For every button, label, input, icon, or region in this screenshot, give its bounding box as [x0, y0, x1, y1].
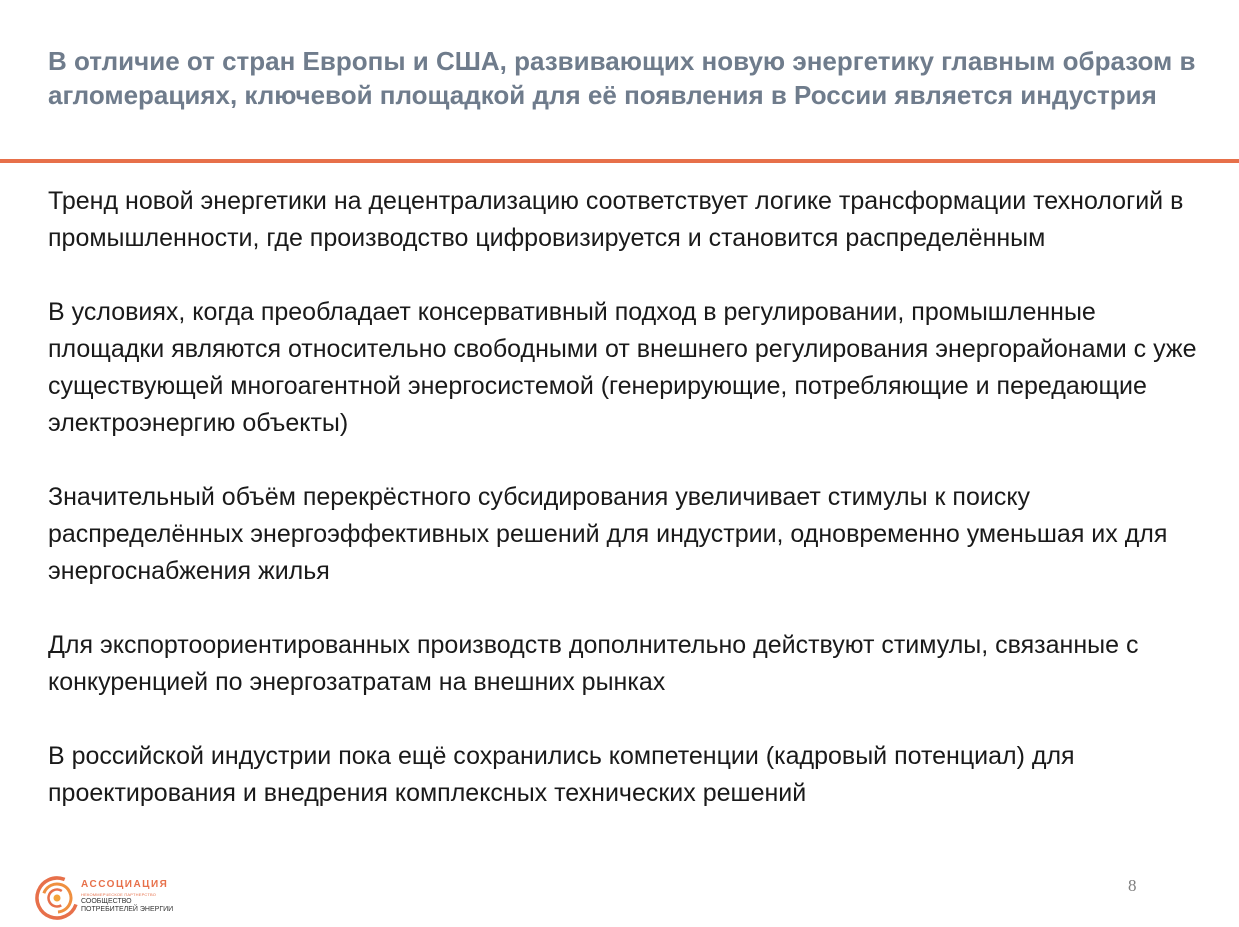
logo-subtitle: НЕКОММЕРЧЕСКОЕ ПАРТНЕРСТВО — [81, 892, 157, 897]
paragraph-regulation: В условиях, когда преобладает консервативный подход в регулировании, промышленные площадки являются относительно свободными от внешнего регулирования энергорайонами с уже существующей многоагентной энергосистемой (генерирующие, потребляющие и передающие электроэнергию объекты) — [48, 298, 1197, 437]
slide-body — [48, 183, 1218, 849]
paragraph-export: Для экспортоориентированных производств дополнительно действуют стимулы, связанные с конкуренцией по энергозатратам на внешних рынках — [48, 631, 1139, 696]
paragraph-decentralization: Тренд новой энергетики на децентрализацию соответствует логике трансформации технологий в промышленности, где производство цифровизируется и становится распределённым — [48, 187, 1184, 252]
slide-title: В отличие от стран Европы и США, развивающих новую энергетику главным образом в агломерациях, ключевой площадкой для её появления в России является индустрия — [48, 46, 1196, 110]
logo-title: АССОЦИАЦИЯ — [81, 879, 169, 890]
title-divider — [0, 159, 1239, 163]
concentric-arcs-logo-icon — [35, 875, 79, 921]
paragraph-cross-subsidy: Значительный объём перекрёстного субсидирования увеличивает стимулы к поиску распределённых энергоэффективных решений для индустрии, одновременно уменьшая их для энергоснабжения жилья — [48, 483, 1168, 585]
logo-name-line2: ПОТРЕБИТЕЛЕЙ ЭНЕРГИИ — [81, 906, 174, 913]
logo-name-line1: СООБЩЕСТВО — [81, 898, 132, 905]
page-number: 8 — [1128, 876, 1137, 895]
association-logo — [35, 875, 185, 921]
paragraph-competencies: В российской индустрии пока ещё сохранились компетенции (кадровый потенциал) для проектирования и внедрения комплексных технических решений — [48, 742, 1075, 807]
